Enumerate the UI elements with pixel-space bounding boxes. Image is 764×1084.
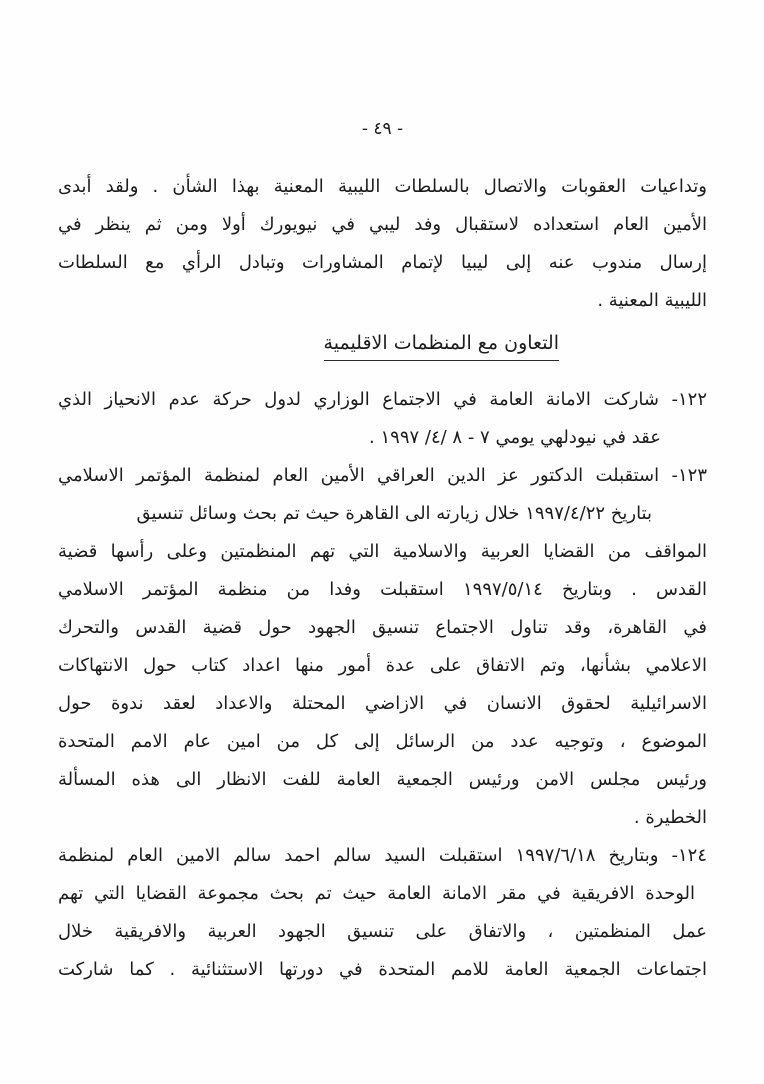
page-number: - ٤٩ -: [361, 119, 404, 139]
text-line: القدس . وبتاريخ ١٩٩٧/٥/١٤ استقبلت وفدا من منظمة المؤتمر الاسلامي: [58, 579, 707, 600]
text-line: الأمين العام استعداده لاستقبال وفد ليبي في نيويورك أولا ومن ثم ينظر في: [58, 214, 707, 235]
text-line: بتاريخ ١٩٩٧/٤/٢٢ خلال زيارته الى القاهرة حيث تم بحث وسائل تنسيق: [136, 503, 652, 524]
text-line: ١٢٢- شاركت الامانة العامة في الاجتماع الوزاري لدول حركة عدم الانحياز الذي: [58, 389, 707, 410]
text-line: الخطيرة .: [633, 807, 707, 828]
text-line: ١٢٣- استقبلت الدكتور عز الدين العراقي الأمين العام لمنظمة المؤتمر الاسلامي: [58, 465, 707, 486]
text-line: ١٢٤- وبتاريخ ١٩٩٧/٦/١٨ استقبلت السيد سالم احمد سالم الامين العام لمنظمة: [58, 845, 707, 866]
text-line: الاعلامي بشأنها، وتم الاتفاق على عدة أمور منها اعداد كتاب حول الانتهاكات: [58, 655, 707, 676]
list-item-122: [58, 381, 707, 457]
document-body: [58, 168, 707, 989]
text-line: عقد في نيودلهي يومي ٧ - ٨ /٤/ ١٩٩٧ .: [369, 427, 661, 448]
text-line: الوحدة الافريقية في مقر الامانة العامة حيث تم بحث مجموعة القضايا التي تهم: [58, 883, 695, 904]
text-line: عمل المنظمتين ، والاتفاق على تنسيق الجهود العربية والافريقية خلال: [58, 921, 707, 942]
text-line: الاسرائيلية لحقوق الانسان في الازاضي المحتلة والاعداد لعقد ندوة حول: [58, 693, 707, 714]
section-heading-row: [58, 330, 707, 357]
list-item-124: [58, 837, 707, 989]
section-heading: التعاون مع المنظمات الاقليمية: [324, 332, 559, 361]
list-item-123: [58, 457, 707, 837]
text-line: ورئيس مجلس الامن ورئيس الجمعية العامة للفت الانظار الى هذه المسألة: [58, 769, 707, 790]
text-line: الليبية المعنية .: [597, 290, 707, 311]
text-line: في القاهرة، وقد تناول الاجتماع تنسيق الجهود حول قضية القدس والتحرك: [58, 617, 707, 638]
text-line: إرسال مندوب عنه إلى ليبيا لإتمام المشاورات وتبادل الرأي مع السلطات: [58, 252, 707, 273]
text-line: وتداعيات العقوبات والاتصال بالسلطات الليبية المعنية بهذا الشأن . ولقد أبدى: [58, 176, 707, 197]
text-line: اجتماعات الجمعية العامة للامم المتحدة في دورتها الاستثنائية . كما شاركت: [58, 959, 707, 980]
text-line: الموضوع ، وتوجيه عدد من الرسائل إلى كل من امين عام الامم المتحدة: [58, 731, 707, 752]
intro-paragraph: [58, 168, 707, 320]
text-line: المواقف من القضايا العربية والاسلامية التي تهم المنظمتين وعلى رأسها قضية: [58, 541, 707, 562]
